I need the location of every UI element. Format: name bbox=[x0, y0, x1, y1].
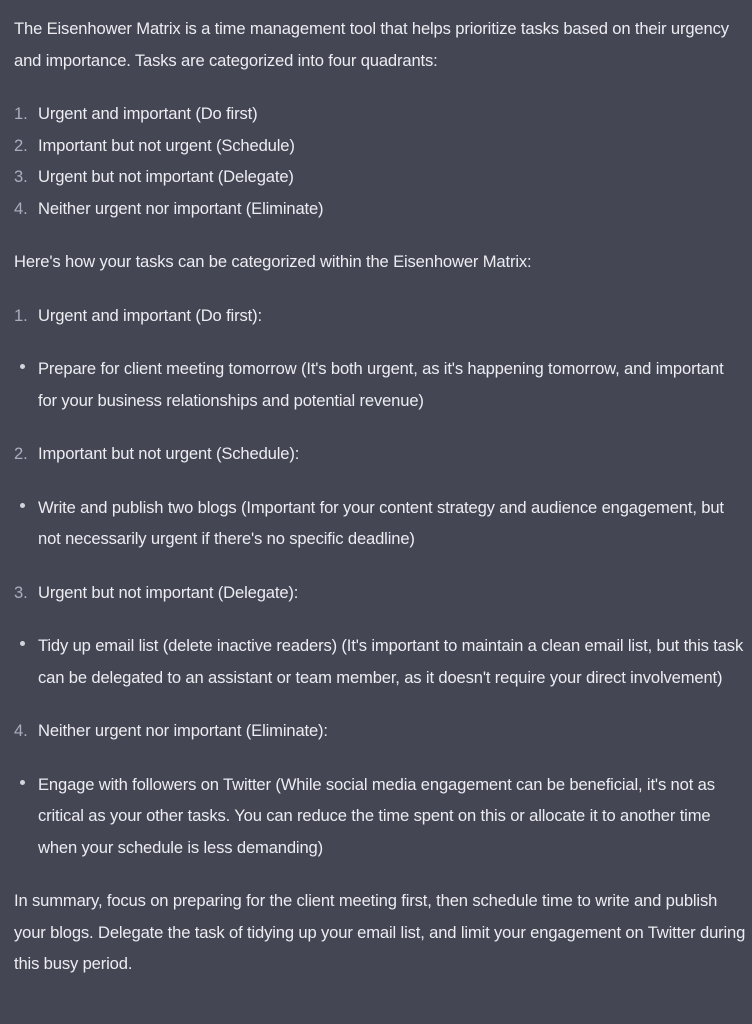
list-number: 1. bbox=[14, 305, 28, 325]
section-heading bbox=[14, 577, 746, 609]
quadrant-item bbox=[14, 98, 746, 130]
bullet-dot-icon bbox=[14, 630, 38, 693]
list-number: 1. bbox=[14, 104, 28, 123]
section-bullet-list bbox=[14, 630, 746, 693]
quadrant-label: Important but not urgent (Schedule) bbox=[38, 135, 295, 155]
bullet-text: Prepare for client meeting tomorrow (It's both urgent, as it's happening tomorrow, and important for your business relationships and potential revenue) bbox=[38, 359, 724, 410]
section-heading bbox=[14, 300, 746, 332]
list-number: 4. bbox=[14, 198, 28, 218]
bullet-item bbox=[14, 769, 746, 864]
section-heading-list bbox=[14, 577, 746, 609]
section-heading-text: Important but not urgent (Schedule): bbox=[38, 444, 300, 463]
bullet-text: Engage with followers on Twitter (While social media engagement can be beneficial, it's not as critical as your other tasks. You can reduce the time spent on this or allocate it to another time when your schedule is less demanding) bbox=[38, 774, 715, 857]
bullet-dot-icon bbox=[14, 492, 38, 555]
bullet-text: Tidy up email list (delete inactive readers) (It's important to maintain a clean email list, but this task can be delegated to an assistant or team member, as it doesn't require your direct involvement) bbox=[38, 636, 744, 687]
quadrant-label: Urgent and important (Do first) bbox=[38, 104, 258, 123]
section-heading-list bbox=[14, 715, 746, 747]
list-number: 2. bbox=[14, 135, 28, 155]
section-heading-list bbox=[14, 438, 746, 470]
bullet-item bbox=[14, 353, 746, 416]
list-number: 4. bbox=[14, 721, 28, 740]
bullet-text: Write and publish two blogs (Important for your content strategy and audience engagement, but not necessarily urgent if there's no specific deadline) bbox=[38, 497, 724, 548]
quadrant-list bbox=[14, 98, 746, 224]
quadrant-item bbox=[14, 130, 746, 162]
quadrant-label: Urgent but not important (Delegate) bbox=[38, 167, 294, 186]
list-number: 2. bbox=[14, 444, 28, 463]
section-bullet-list bbox=[14, 353, 746, 416]
section-bullet-list bbox=[14, 769, 746, 864]
section-heading-text: Urgent and important (Do first): bbox=[38, 305, 262, 325]
bullet-item bbox=[14, 630, 746, 693]
list-number: 3. bbox=[14, 582, 28, 602]
bullet-item bbox=[14, 492, 746, 555]
section-heading-text: Urgent but not important (Delegate): bbox=[38, 582, 299, 602]
section-heading-text: Neither urgent nor important (Eliminate): bbox=[38, 721, 328, 740]
bullet-dot-icon bbox=[14, 769, 38, 864]
list-number: 3. bbox=[14, 167, 28, 186]
intro-paragraph: The Eisenhower Matrix is a time management tool that helps prioritize tasks based on their urgency and importance. Tasks are categorized into four quadrants: bbox=[14, 19, 729, 70]
section-heading bbox=[14, 715, 746, 747]
quadrant-item bbox=[14, 161, 746, 193]
section-heading-list bbox=[14, 300, 746, 332]
section-heading bbox=[14, 438, 746, 470]
transition-paragraph: Here's how your tasks can be categorized within the Eisenhower Matrix: bbox=[14, 252, 532, 271]
section-bullet-list bbox=[14, 492, 746, 555]
bullet-dot-icon bbox=[14, 353, 38, 416]
quadrant-item bbox=[14, 193, 746, 225]
quadrant-label: Neither urgent nor important (Eliminate) bbox=[38, 198, 324, 218]
summary-paragraph: In summary, focus on preparing for the client meeting first, then schedule time to write and publish your blogs. Delegate the task of tidying up your email list, and limit your engagement on Twitter during this busy period. bbox=[14, 891, 746, 973]
